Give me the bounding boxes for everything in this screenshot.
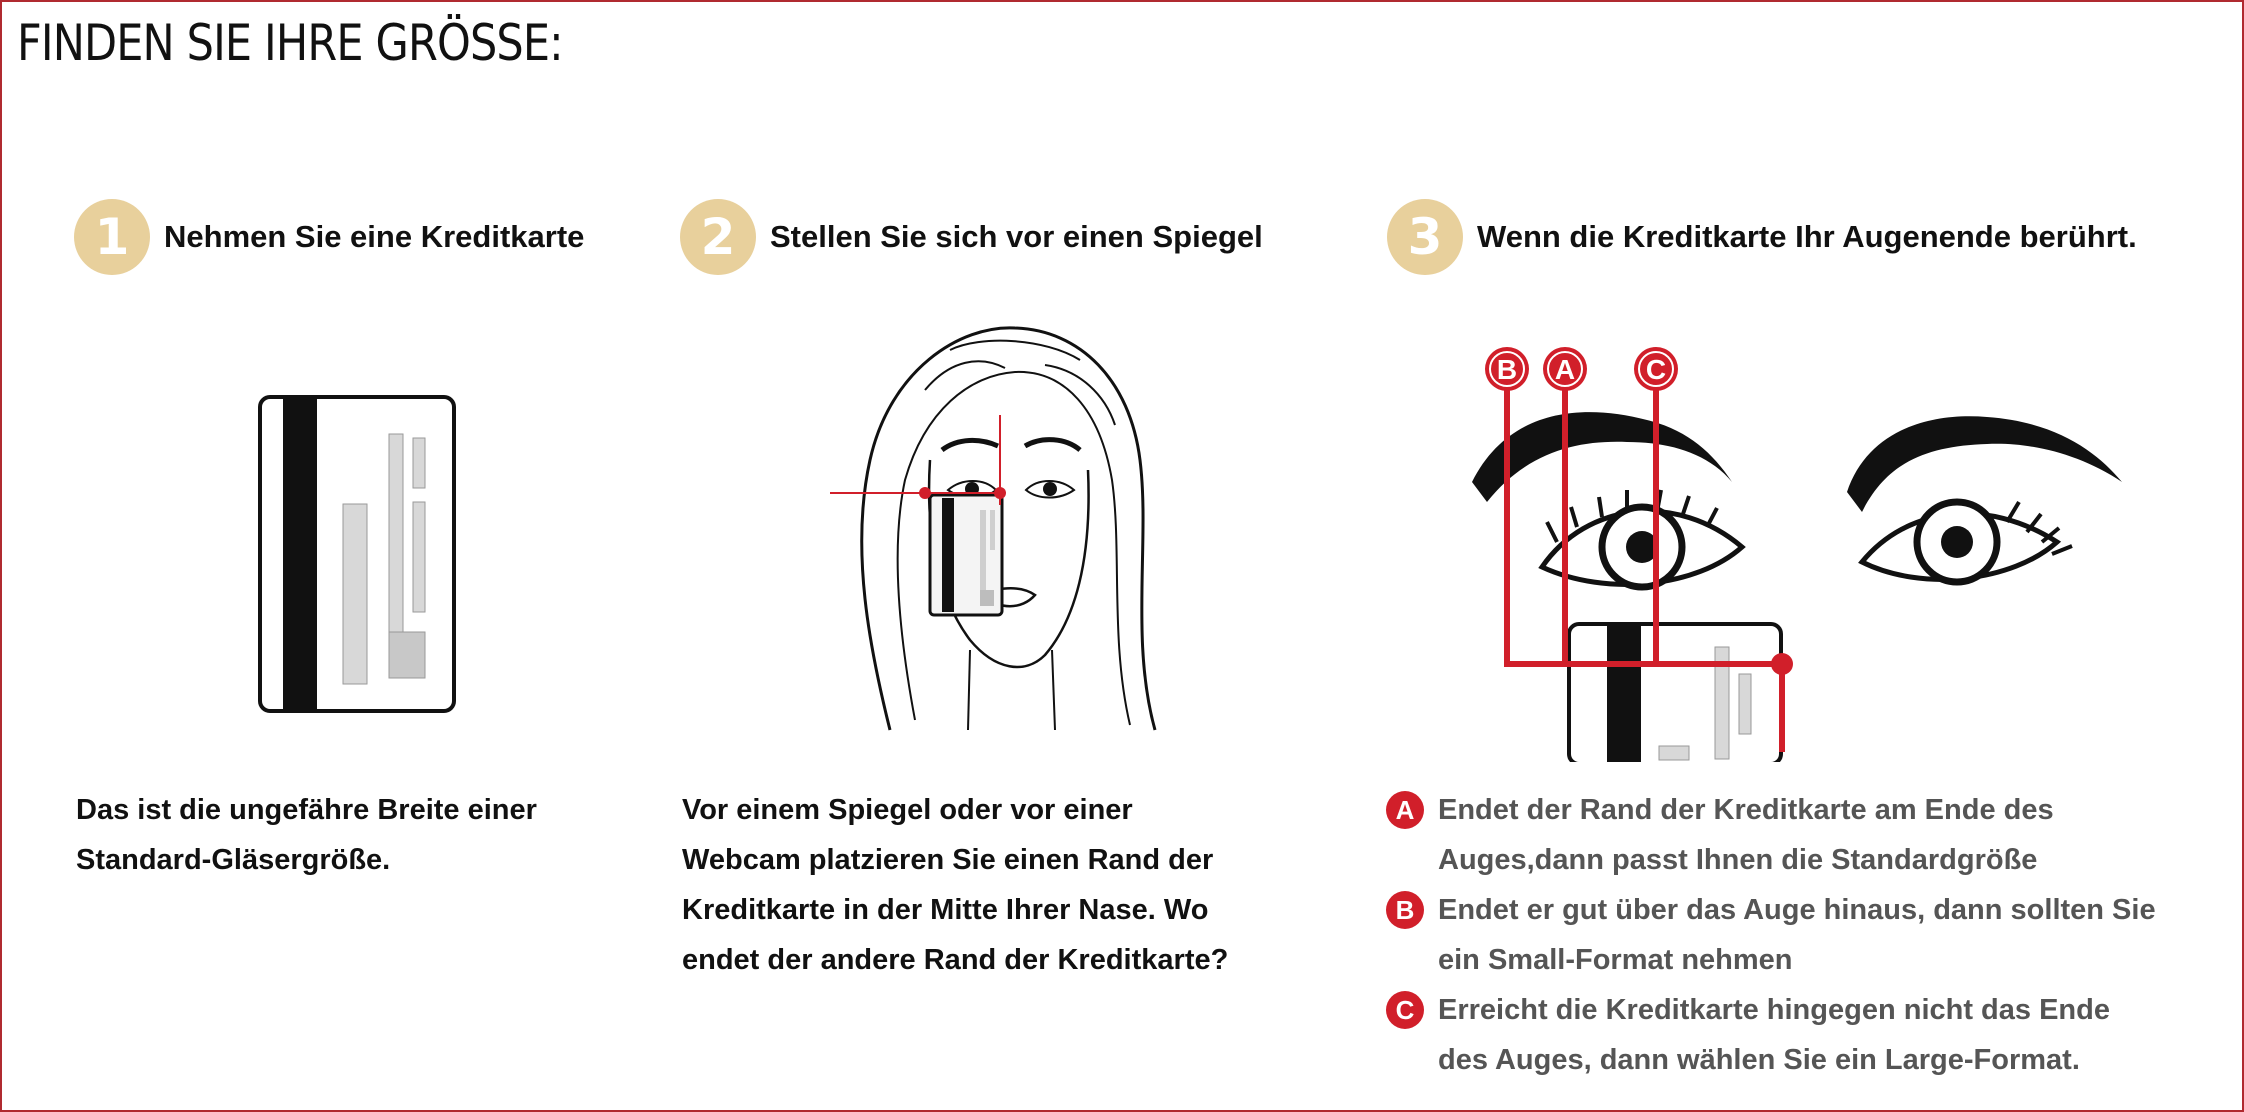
step-3-header <box>1387 199 2137 275</box>
step-2-description-line: Webcam platzieren Sie einen Rand der <box>682 844 1214 876</box>
marker-c-label: C <box>1645 354 1667 385</box>
step-1-number: 1 <box>74 199 150 275</box>
option-c-text <box>1438 985 2244 1085</box>
step-1-header <box>74 199 584 275</box>
marker-b-label: B <box>1496 354 1518 385</box>
page-title: FINDEN SIE IHRE GRÖSSE: <box>17 14 563 72</box>
step-2-number: 2 <box>680 199 756 275</box>
marker-a-label: A <box>1554 354 1576 385</box>
option-c-line: des Auges, dann wählen Sie ein Large-Format. <box>1438 1044 2080 1076</box>
step-2-header <box>680 199 1263 275</box>
marker-b <box>1485 347 1529 391</box>
step-1-title: Nehmen Sie eine Kreditkarte <box>164 219 585 254</box>
marker-c <box>1634 347 1678 391</box>
step-2-description-line: endet der andere Rand der Kreditkarte? <box>682 944 1229 976</box>
option-b <box>1386 885 2244 985</box>
option-c <box>1386 985 2244 1085</box>
step-2-description <box>682 785 1228 985</box>
option-a-line: Endet der Rand der Kreditkarte am Ende des <box>1438 794 2054 826</box>
option-b-badge: B <box>1386 891 1424 929</box>
option-b-line: ein Small-Format nehmen <box>1438 944 1793 976</box>
step-3-title: Wenn die Kreditkarte Ihr Augenende berührt. <box>1477 219 2137 254</box>
marker-a <box>1543 347 1587 391</box>
step-3-number: 3 <box>1387 199 1463 275</box>
step-2-description-line: Kreditkarte in der Mitte Ihrer Nase. Wo <box>682 894 1209 926</box>
credit-card-illustration <box>257 394 457 714</box>
step-2-description-line: Vor einem Spiegel oder vor einer <box>682 794 1133 826</box>
face-with-card-illustration <box>830 320 1180 732</box>
option-b-line: Endet er gut über das Auge hinaus, dann sollten Sie <box>1438 894 2156 926</box>
option-c-line: Erreicht die Kreditkarte hingegen nicht das Ende <box>1438 994 2110 1026</box>
eyes-measurement-illustration <box>1467 342 2157 762</box>
option-a-badge: A <box>1386 791 1424 829</box>
option-a <box>1386 785 2244 885</box>
step-1-description-line: Standard-Gläsergröße. <box>76 844 391 876</box>
option-b-text <box>1438 885 2244 985</box>
option-a-line: Auges,dann passt Ihnen die Standardgröße <box>1438 844 2038 876</box>
step-1-description-line: Das ist die ungefähre Breite einer <box>76 794 537 826</box>
option-a-text <box>1438 785 2244 885</box>
option-c-badge: C <box>1386 991 1424 1029</box>
step-1-description <box>76 785 537 885</box>
step-2-title: Stellen Sie sich vor einen Spiegel <box>770 219 1263 254</box>
